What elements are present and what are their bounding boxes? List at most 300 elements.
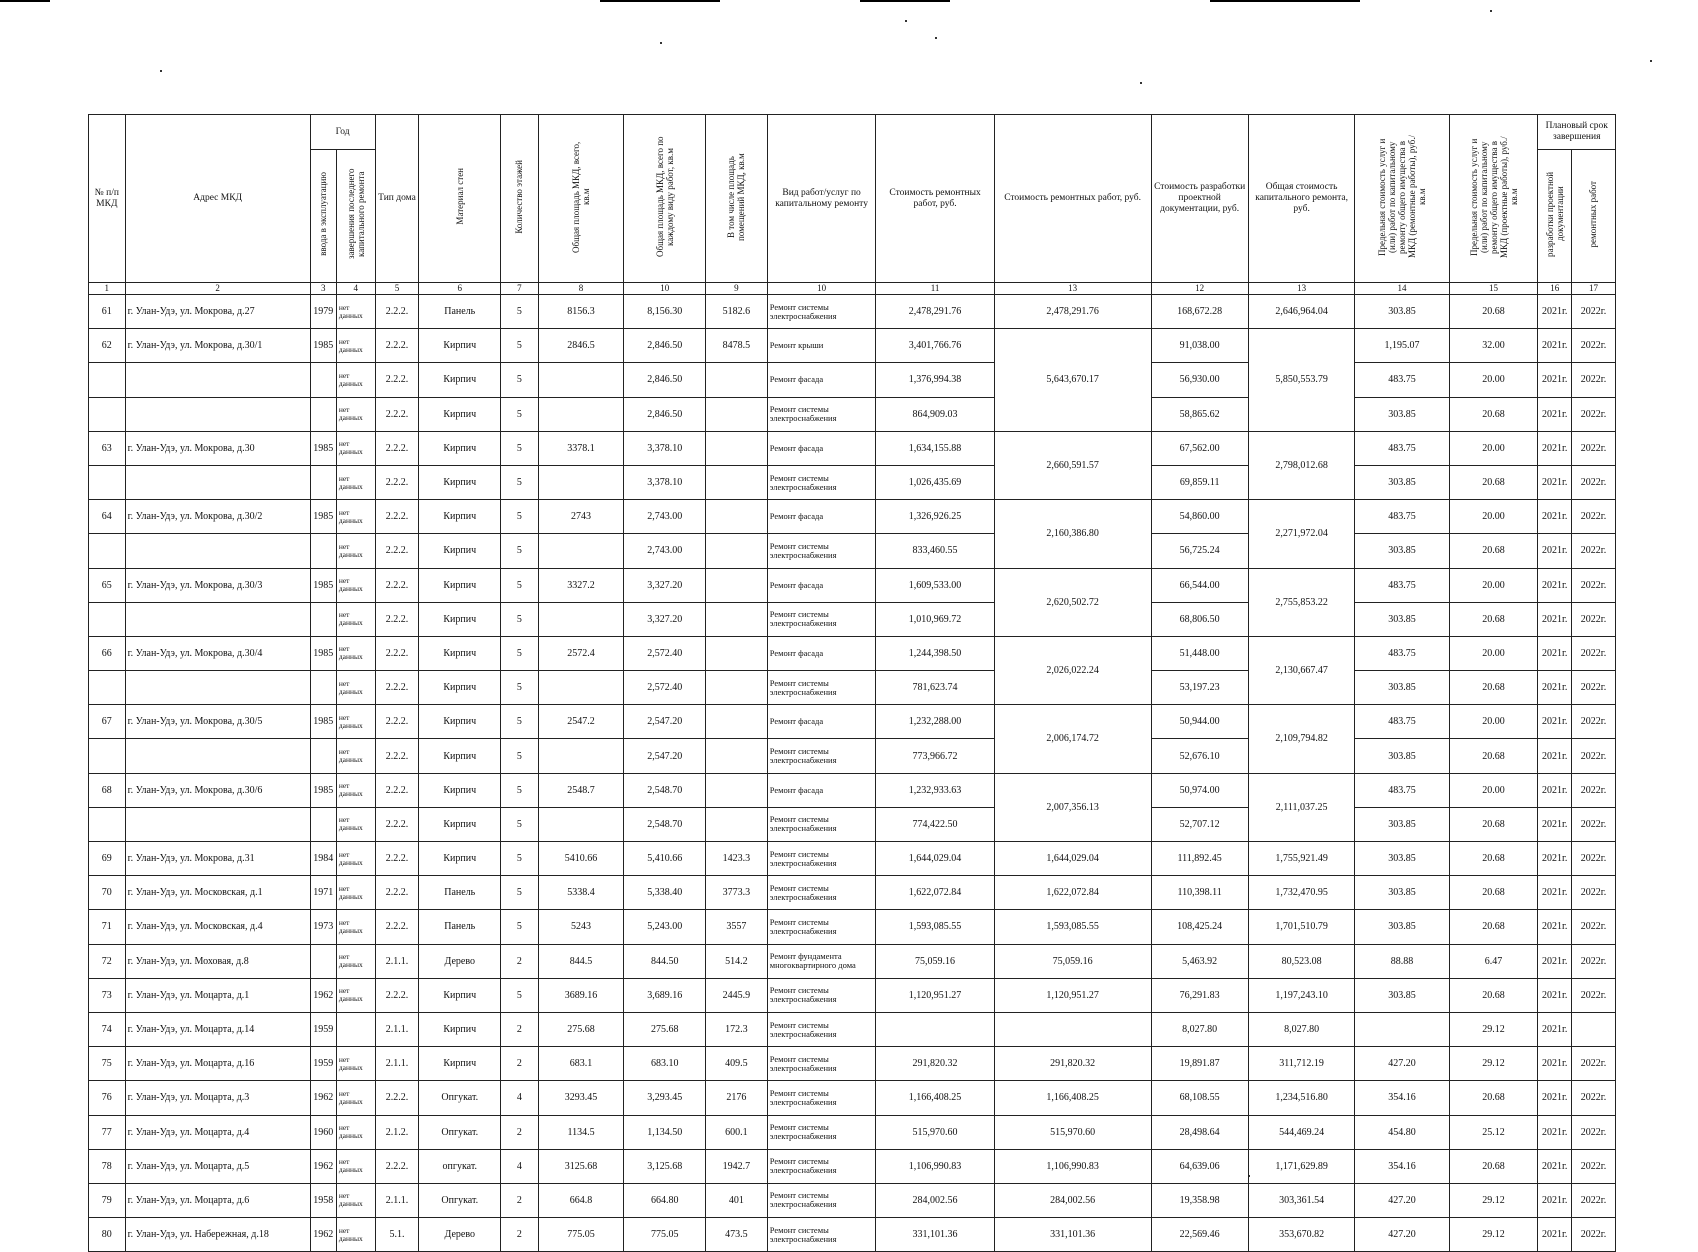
cell-deadline-repair: 2022г. — [1571, 773, 1615, 807]
table-row — [89, 1047, 1616, 1081]
cell-limit-design: 20.68 — [1449, 534, 1538, 568]
cell-house-type: 2.2.2. — [375, 602, 419, 636]
cell-limit-repair: 354.16 — [1355, 1081, 1449, 1115]
cell-commission-year: 1984 — [310, 842, 336, 876]
cell-work-type: Ремонт крыши — [767, 329, 876, 363]
cell-last-repair-year: нет данных — [336, 910, 375, 944]
cell-limit-repair: 354.16 — [1355, 1149, 1449, 1183]
cell-total-area: 2548.7 — [538, 773, 624, 807]
cell-total-area — [538, 602, 624, 636]
cell-work-type: Ремонт системы электроснабжения — [767, 397, 876, 431]
cell-limit-repair: 88.88 — [1355, 944, 1449, 978]
cell-house-type: 2.2.2. — [375, 431, 419, 465]
cell-last-repair-year: нет данных — [336, 773, 375, 807]
cell-floors: 5 — [501, 636, 539, 670]
cell-commission-year: 1985 — [310, 329, 336, 363]
header-area-per-work: Общая площадь МКД, всего по каждому виду работ, кв.м — [624, 115, 706, 283]
cell-commission-year — [310, 363, 336, 397]
cell-work-type: Ремонт системы электроснабжения — [767, 910, 876, 944]
cell-area-per-work: 3,293.45 — [624, 1081, 706, 1115]
cell-limit-design: 20.68 — [1449, 807, 1538, 841]
cell-row-number — [89, 363, 126, 397]
cell-work-cost: 284,002.56 — [876, 1183, 994, 1217]
cell-commission-year: 1959 — [310, 1047, 336, 1081]
cell-work-cost: 1,120,951.27 — [876, 978, 994, 1012]
cell-address: г. Улан-Удэ, ул. Мокрова, д.27 — [125, 295, 310, 329]
cell-area-per-work: 1,134.50 — [624, 1115, 706, 1149]
cell-commission-year: 1959 — [310, 1012, 336, 1046]
cell-wall-material: Кирпич — [419, 568, 501, 602]
cell-deadline-design: 2021г. — [1538, 944, 1571, 978]
table-row — [89, 500, 1616, 534]
cell-total-cost: 2,798,012.68 — [1248, 431, 1355, 499]
cell-work-type: Ремонт фасада — [767, 705, 876, 739]
cell-work-cost: 1,026,435.69 — [876, 465, 994, 499]
cell-area-per-work: 3,689.16 — [624, 978, 706, 1012]
cell-wall-material: Кирпич — [419, 363, 501, 397]
cell-deadline-design: 2021г. — [1538, 1081, 1571, 1115]
cell-house-type: 2.2.2. — [375, 568, 419, 602]
column-number: 13 — [1248, 283, 1355, 295]
cell-commission-year — [310, 397, 336, 431]
cell-deadline-repair: 2022г. — [1571, 739, 1615, 773]
cell-total-area: 3327.2 — [538, 568, 624, 602]
cell-floors: 5 — [501, 876, 539, 910]
cell-total-area: 1134.5 — [538, 1115, 624, 1149]
cell-design-cost: 108,425.24 — [1151, 910, 1248, 944]
cell-wall-material: Кирпич — [419, 1047, 501, 1081]
header-deadline-group: Плановый срок завершения — [1538, 115, 1616, 150]
cell-work-type: Ремонт фасада — [767, 431, 876, 465]
cell-deadline-design: 2021г. — [1538, 431, 1571, 465]
cell-design-cost: 67,562.00 — [1151, 431, 1248, 465]
cell-premises-area — [706, 397, 768, 431]
cell-row-number: 74 — [89, 1012, 126, 1046]
cell-premises-area — [706, 602, 768, 636]
cell-row-number: 77 — [89, 1115, 126, 1149]
cell-design-cost: 69,859.11 — [1151, 465, 1248, 499]
cell-commission-year — [310, 465, 336, 499]
cell-commission-year: 1985 — [310, 636, 336, 670]
cell-commission-year — [310, 944, 336, 978]
cell-deadline-repair: 2022г. — [1571, 602, 1615, 636]
document-sheet — [88, 114, 1616, 1252]
cell-wall-material: Дерево — [419, 1218, 501, 1252]
cell-total-area: 3689.16 — [538, 978, 624, 1012]
table-row — [89, 1149, 1616, 1183]
cell-premises-area — [706, 671, 768, 705]
cell-address: г. Улан-Удэ, ул. Мокрова, д.30/3 — [125, 568, 310, 602]
cell-total-cost: 2,130,667.47 — [1248, 636, 1355, 704]
cell-address: г. Улан-Удэ, ул. Моцарта, д.6 — [125, 1183, 310, 1217]
cell-deadline-repair: 2022г. — [1571, 534, 1615, 568]
cell-total-cost: 2,271,972.04 — [1248, 500, 1355, 568]
cell-house-type: 2.2.2. — [375, 842, 419, 876]
cell-deadline-repair: 2022г. — [1571, 397, 1615, 431]
cell-last-repair-year — [336, 1012, 375, 1046]
cell-premises-area — [706, 465, 768, 499]
cell-commission-year: 1971 — [310, 876, 336, 910]
cell-deadline-design: 2021г. — [1538, 705, 1571, 739]
cell-row-number: 70 — [89, 876, 126, 910]
cell-work-cost: 331,101.36 — [876, 1218, 994, 1252]
column-number: 17 — [1571, 283, 1615, 295]
cell-house-type: 2.1.1. — [375, 1047, 419, 1081]
cell-area-per-work: 3,378.10 — [624, 465, 706, 499]
cell-limit-design: 20.68 — [1449, 397, 1538, 431]
table-row — [89, 705, 1616, 739]
table-row — [89, 397, 1616, 431]
cell-limit-repair: 303.85 — [1355, 602, 1449, 636]
cell-work-cost-sum: 2,026,022.24 — [994, 636, 1151, 704]
table-row — [89, 944, 1616, 978]
cell-limit-design: 20.68 — [1449, 1081, 1538, 1115]
header-last-repair-year: завершения последнего капитального ремонта — [336, 150, 375, 283]
cell-work-cost: 1,244,398.50 — [876, 636, 994, 670]
cell-limit-design: 20.00 — [1449, 431, 1538, 465]
cell-work-cost-sum: 5,643,670.17 — [994, 329, 1151, 432]
cell-address: г. Улан-Удэ, ул. Моцарта, д.4 — [125, 1115, 310, 1149]
cell-limit-design: 29.12 — [1449, 1218, 1538, 1252]
cell-total-cost: 1,701,510.79 — [1248, 910, 1355, 944]
cell-deadline-repair: 2022г. — [1571, 842, 1615, 876]
cell-design-cost: 50,974.00 — [1151, 773, 1248, 807]
cell-floors: 2 — [501, 1183, 539, 1217]
cell-work-type: Ремонт системы электроснабжения — [767, 1115, 876, 1149]
cell-area-per-work: 2,548.70 — [624, 807, 706, 841]
cell-work-cost: 1,644,029.04 — [876, 842, 994, 876]
cell-work-cost-sum: 2,007,356.13 — [994, 773, 1151, 841]
cell-floors: 5 — [501, 397, 539, 431]
table-row — [89, 807, 1616, 841]
cell-design-cost: 68,806.50 — [1151, 602, 1248, 636]
cell-work-cost-sum: 2,660,591.57 — [994, 431, 1151, 499]
cell-house-type: 2.2.2. — [375, 773, 419, 807]
cell-work-type: Ремонт фасада — [767, 636, 876, 670]
header-total-area: Общая площадь МКД, всего, кв.м — [538, 115, 624, 283]
cell-work-type: Ремонт фундамента многоквартирного дома — [767, 944, 876, 978]
table-row — [89, 1081, 1616, 1115]
cell-address: г. Улан-Удэ, ул. Мокрова, д.30/5 — [125, 705, 310, 739]
cell-deadline-repair: 2022г. — [1571, 671, 1615, 705]
cell-house-type: 2.2.2. — [375, 739, 419, 773]
cell-commission-year — [310, 534, 336, 568]
cell-work-cost: 1,106,990.83 — [876, 1149, 994, 1183]
cell-premises-area: 473.5 — [706, 1218, 768, 1252]
cell-floors: 5 — [501, 295, 539, 329]
column-number: 15 — [1449, 283, 1538, 295]
cell-wall-material: Кирпич — [419, 842, 501, 876]
cell-total-cost: 1,234,516.80 — [1248, 1081, 1355, 1115]
cell-row-number: 62 — [89, 329, 126, 363]
cell-house-type: 2.2.2. — [375, 1149, 419, 1183]
cell-work-type: Ремонт системы электроснабжения — [767, 602, 876, 636]
cell-area-per-work: 5,410.66 — [624, 842, 706, 876]
cell-work-type: Ремонт системы электроснабжения — [767, 842, 876, 876]
cell-address — [125, 739, 310, 773]
scan-mark — [0, 0, 50, 2]
cell-design-cost: 58,865.62 — [1151, 397, 1248, 431]
column-number: 7 — [501, 283, 539, 295]
cell-house-type: 2.2.2. — [375, 1081, 419, 1115]
cell-limit-design: 20.68 — [1449, 739, 1538, 773]
cell-design-cost: 111,892.45 — [1151, 842, 1248, 876]
scan-dot — [905, 20, 907, 22]
cell-limit-design: 20.68 — [1449, 1149, 1538, 1183]
cell-row-number: 68 — [89, 773, 126, 807]
cell-last-repair-year: нет данных — [336, 842, 375, 876]
column-number: 5 — [375, 283, 419, 295]
cell-total-area: 3378.1 — [538, 431, 624, 465]
cell-row-number — [89, 397, 126, 431]
cell-limit-design: 6.47 — [1449, 944, 1538, 978]
cell-commission-year: 1979 — [310, 295, 336, 329]
cell-area-per-work: 3,327.20 — [624, 568, 706, 602]
table-row — [89, 671, 1616, 705]
cell-row-number — [89, 602, 126, 636]
cell-last-repair-year: нет данных — [336, 1081, 375, 1115]
cell-deadline-design: 2021г. — [1538, 295, 1571, 329]
cell-commission-year: 1962 — [310, 1218, 336, 1252]
cell-floors: 5 — [501, 465, 539, 499]
cell-design-cost: 68,108.55 — [1151, 1081, 1248, 1115]
cell-work-type: Ремонт фасада — [767, 568, 876, 602]
cell-total-area: 3125.68 — [538, 1149, 624, 1183]
column-number: 6 — [419, 283, 501, 295]
cell-last-repair-year: нет данных — [336, 534, 375, 568]
cell-area-per-work: 683.10 — [624, 1047, 706, 1081]
cell-total-area — [538, 465, 624, 499]
table-row — [89, 739, 1616, 773]
cell-address: г. Улан-Удэ, ул. Моцарта, д.14 — [125, 1012, 310, 1046]
cell-commission-year: 1962 — [310, 978, 336, 1012]
cell-house-type: 2.2.2. — [375, 978, 419, 1012]
cell-limit-design: 20.68 — [1449, 978, 1538, 1012]
cell-commission-year: 1973 — [310, 910, 336, 944]
cell-deadline-repair: 2022г. — [1571, 1115, 1615, 1149]
cell-deadline-repair: 2022г. — [1571, 636, 1615, 670]
cell-deadline-design: 2021г. — [1538, 842, 1571, 876]
cell-floors: 2 — [501, 944, 539, 978]
cell-deadline-design: 2021г. — [1538, 568, 1571, 602]
cell-last-repair-year: нет данных — [336, 1115, 375, 1149]
cell-deadline-design: 2021г. — [1538, 1218, 1571, 1252]
cell-total-area — [538, 671, 624, 705]
cell-row-number — [89, 465, 126, 499]
cell-deadline-design: 2021г. — [1538, 910, 1571, 944]
cell-address: г. Улан-Удэ, ул. Моцарта, д.5 — [125, 1149, 310, 1183]
cell-last-repair-year: нет данных — [336, 807, 375, 841]
cell-area-per-work: 844.50 — [624, 944, 706, 978]
cell-deadline-repair: 2022г. — [1571, 705, 1615, 739]
column-number: 3 — [310, 283, 336, 295]
cell-deadline-design: 2021г. — [1538, 876, 1571, 910]
cell-house-type: 2.2.2. — [375, 295, 419, 329]
cell-floors: 5 — [501, 705, 539, 739]
cell-design-cost: 51,448.00 — [1151, 636, 1248, 670]
cell-total-area: 5410.66 — [538, 842, 624, 876]
cell-work-cost-sum: 2,620,502.72 — [994, 568, 1151, 636]
cell-design-cost: 22,569.46 — [1151, 1218, 1248, 1252]
cell-premises-area: 409.5 — [706, 1047, 768, 1081]
cell-work-cost-sum: 1,644,029.04 — [994, 842, 1151, 876]
cell-total-cost: 1,755,921.49 — [1248, 842, 1355, 876]
cell-row-number: 67 — [89, 705, 126, 739]
cell-area-per-work: 2,743.00 — [624, 534, 706, 568]
cell-area-per-work: 775.05 — [624, 1218, 706, 1252]
scan-dot — [1490, 10, 1492, 12]
cell-deadline-design: 2021г. — [1538, 397, 1571, 431]
cell-premises-area: 8478.5 — [706, 329, 768, 363]
cell-wall-material: Кирпич — [419, 1012, 501, 1046]
cell-total-cost: 2,111,037.25 — [1248, 773, 1355, 841]
cell-total-area: 844.5 — [538, 944, 624, 978]
cell-last-repair-year: нет данных — [336, 636, 375, 670]
cell-premises-area — [706, 363, 768, 397]
cell-work-cost: 3,401,766.76 — [876, 329, 994, 363]
cell-premises-area: 172.3 — [706, 1012, 768, 1046]
cell-wall-material: Опгукат. — [419, 1081, 501, 1115]
cell-total-cost: 1,171,629.89 — [1248, 1149, 1355, 1183]
cell-row-number: 80 — [89, 1218, 126, 1252]
cell-deadline-repair: 2022г. — [1571, 910, 1615, 944]
cell-house-type: 2.1.2. — [375, 1115, 419, 1149]
cell-address — [125, 397, 310, 431]
cell-design-cost: 91,038.00 — [1151, 329, 1248, 363]
cell-commission-year: 1960 — [310, 1115, 336, 1149]
cell-last-repair-year: нет данных — [336, 876, 375, 910]
cell-floors: 5 — [501, 431, 539, 465]
cell-address: г. Улан-Удэ, ул. Мокрова, д.30/6 — [125, 773, 310, 807]
cell-total-area — [538, 363, 624, 397]
cell-wall-material: Кирпич — [419, 602, 501, 636]
cell-design-cost: 168,672.28 — [1151, 295, 1248, 329]
cell-row-number: 72 — [89, 944, 126, 978]
cell-work-cost: 864,909.03 — [876, 397, 994, 431]
cell-floors: 5 — [501, 978, 539, 1012]
column-number: 4 — [336, 283, 375, 295]
cell-limit-design: 20.68 — [1449, 295, 1538, 329]
cell-deadline-design: 2021г. — [1538, 671, 1571, 705]
cell-work-type: Ремонт системы электроснабжения — [767, 807, 876, 841]
cell-deadline-design: 2021г. — [1538, 465, 1571, 499]
cell-limit-design: 20.00 — [1449, 636, 1538, 670]
cell-row-number: 69 — [89, 842, 126, 876]
cell-total-cost: 8,027.80 — [1248, 1012, 1355, 1046]
cell-work-type: Ремонт фасада — [767, 363, 876, 397]
cell-total-area: 2846.5 — [538, 329, 624, 363]
cell-wall-material: Дерево — [419, 944, 501, 978]
cell-limit-repair: 303.85 — [1355, 807, 1449, 841]
cell-work-cost: 781,623.74 — [876, 671, 994, 705]
cell-last-repair-year: нет данных — [336, 329, 375, 363]
cell-address — [125, 534, 310, 568]
cell-work-cost-sum: 2,160,386.80 — [994, 500, 1151, 568]
cell-work-cost: 774,422.50 — [876, 807, 994, 841]
cell-area-per-work: 2,572.40 — [624, 671, 706, 705]
cell-area-per-work: 8,156.30 — [624, 295, 706, 329]
cell-work-cost-sum: 1,622,072.84 — [994, 876, 1151, 910]
cell-total-cost: 2,109,794.82 — [1248, 705, 1355, 773]
cell-commission-year: 1985 — [310, 705, 336, 739]
cell-area-per-work: 2,547.20 — [624, 705, 706, 739]
cell-work-cost: 75,059.16 — [876, 944, 994, 978]
cell-work-cost: 1,232,288.00 — [876, 705, 994, 739]
cell-commission-year — [310, 671, 336, 705]
cell-deadline-repair: 2022г. — [1571, 431, 1615, 465]
cell-last-repair-year: нет данных — [336, 1047, 375, 1081]
header-work-type: Вид работ/услуг по капитальному ремонту — [767, 115, 876, 283]
column-number: 8 — [538, 283, 624, 295]
header-house-type: Тип дома — [375, 115, 419, 283]
cell-deadline-repair — [1571, 1012, 1615, 1046]
cell-deadline-repair: 2022г. — [1571, 465, 1615, 499]
header-deadline-design: разработки проектной документации — [1538, 150, 1571, 283]
cell-design-cost: 66,544.00 — [1151, 568, 1248, 602]
cell-deadline-repair: 2022г. — [1571, 876, 1615, 910]
cell-limit-design: 29.12 — [1449, 1047, 1538, 1081]
cell-limit-repair: 427.20 — [1355, 1183, 1449, 1217]
cell-total-cost: 1,732,470.95 — [1248, 876, 1355, 910]
cell-deadline-design: 2021г. — [1538, 500, 1571, 534]
cell-design-cost: 64,639.06 — [1151, 1149, 1248, 1183]
cell-floors: 5 — [501, 807, 539, 841]
cell-limit-design: 20.00 — [1449, 363, 1538, 397]
cell-last-repair-year: нет данных — [336, 978, 375, 1012]
cell-work-cost-sum — [994, 1012, 1151, 1046]
cell-row-number: 76 — [89, 1081, 126, 1115]
repair-schedule-table — [88, 114, 1616, 1252]
cell-row-number — [89, 739, 126, 773]
column-number: 16 — [1538, 283, 1571, 295]
cell-deadline-design: 2021г. — [1538, 739, 1571, 773]
cell-work-type: Ремонт системы электроснабжения — [767, 739, 876, 773]
cell-wall-material: Кирпич — [419, 807, 501, 841]
cell-address: г. Улан-Удэ, ул. Моцарта, д.16 — [125, 1047, 310, 1081]
cell-total-cost: 1,197,243.10 — [1248, 978, 1355, 1012]
cell-floors: 5 — [501, 671, 539, 705]
cell-address: г. Улан-Удэ, ул. Мокрова, д.30/4 — [125, 636, 310, 670]
header-total-cost: Общая стоимость капитального ремонта, руб. — [1248, 115, 1355, 283]
cell-limit-design: 20.68 — [1449, 465, 1538, 499]
cell-design-cost: 54,860.00 — [1151, 500, 1248, 534]
cell-total-area: 3293.45 — [538, 1081, 624, 1115]
cell-last-repair-year: нет данных — [336, 568, 375, 602]
cell-floors: 2 — [501, 1012, 539, 1046]
header-work-cost-sum: Стоимость ремонтных работ, руб. — [994, 115, 1151, 283]
cell-house-type: 2.1.1. — [375, 944, 419, 978]
cell-floors: 5 — [501, 568, 539, 602]
cell-limit-repair: 303.85 — [1355, 465, 1449, 499]
cell-floors: 5 — [501, 739, 539, 773]
cell-design-cost: 28,498.64 — [1151, 1115, 1248, 1149]
cell-commission-year: 1985 — [310, 568, 336, 602]
cell-work-cost-sum: 2,006,174.72 — [994, 705, 1151, 773]
cell-area-per-work: 2,846.50 — [624, 363, 706, 397]
cell-premises-area: 2176 — [706, 1081, 768, 1115]
cell-deadline-design: 2021г. — [1538, 807, 1571, 841]
cell-limit-repair: 303.85 — [1355, 534, 1449, 568]
cell-total-area: 2572.4 — [538, 636, 624, 670]
table-row — [89, 910, 1616, 944]
cell-work-cost: 515,970.60 — [876, 1115, 994, 1149]
cell-address: г. Улан-Удэ, ул. Московская, д.4 — [125, 910, 310, 944]
table-row — [89, 534, 1616, 568]
cell-floors: 5 — [501, 329, 539, 363]
cell-total-area — [538, 807, 624, 841]
cell-design-cost: 19,891.87 — [1151, 1047, 1248, 1081]
cell-total-cost: 2,755,853.22 — [1248, 568, 1355, 636]
